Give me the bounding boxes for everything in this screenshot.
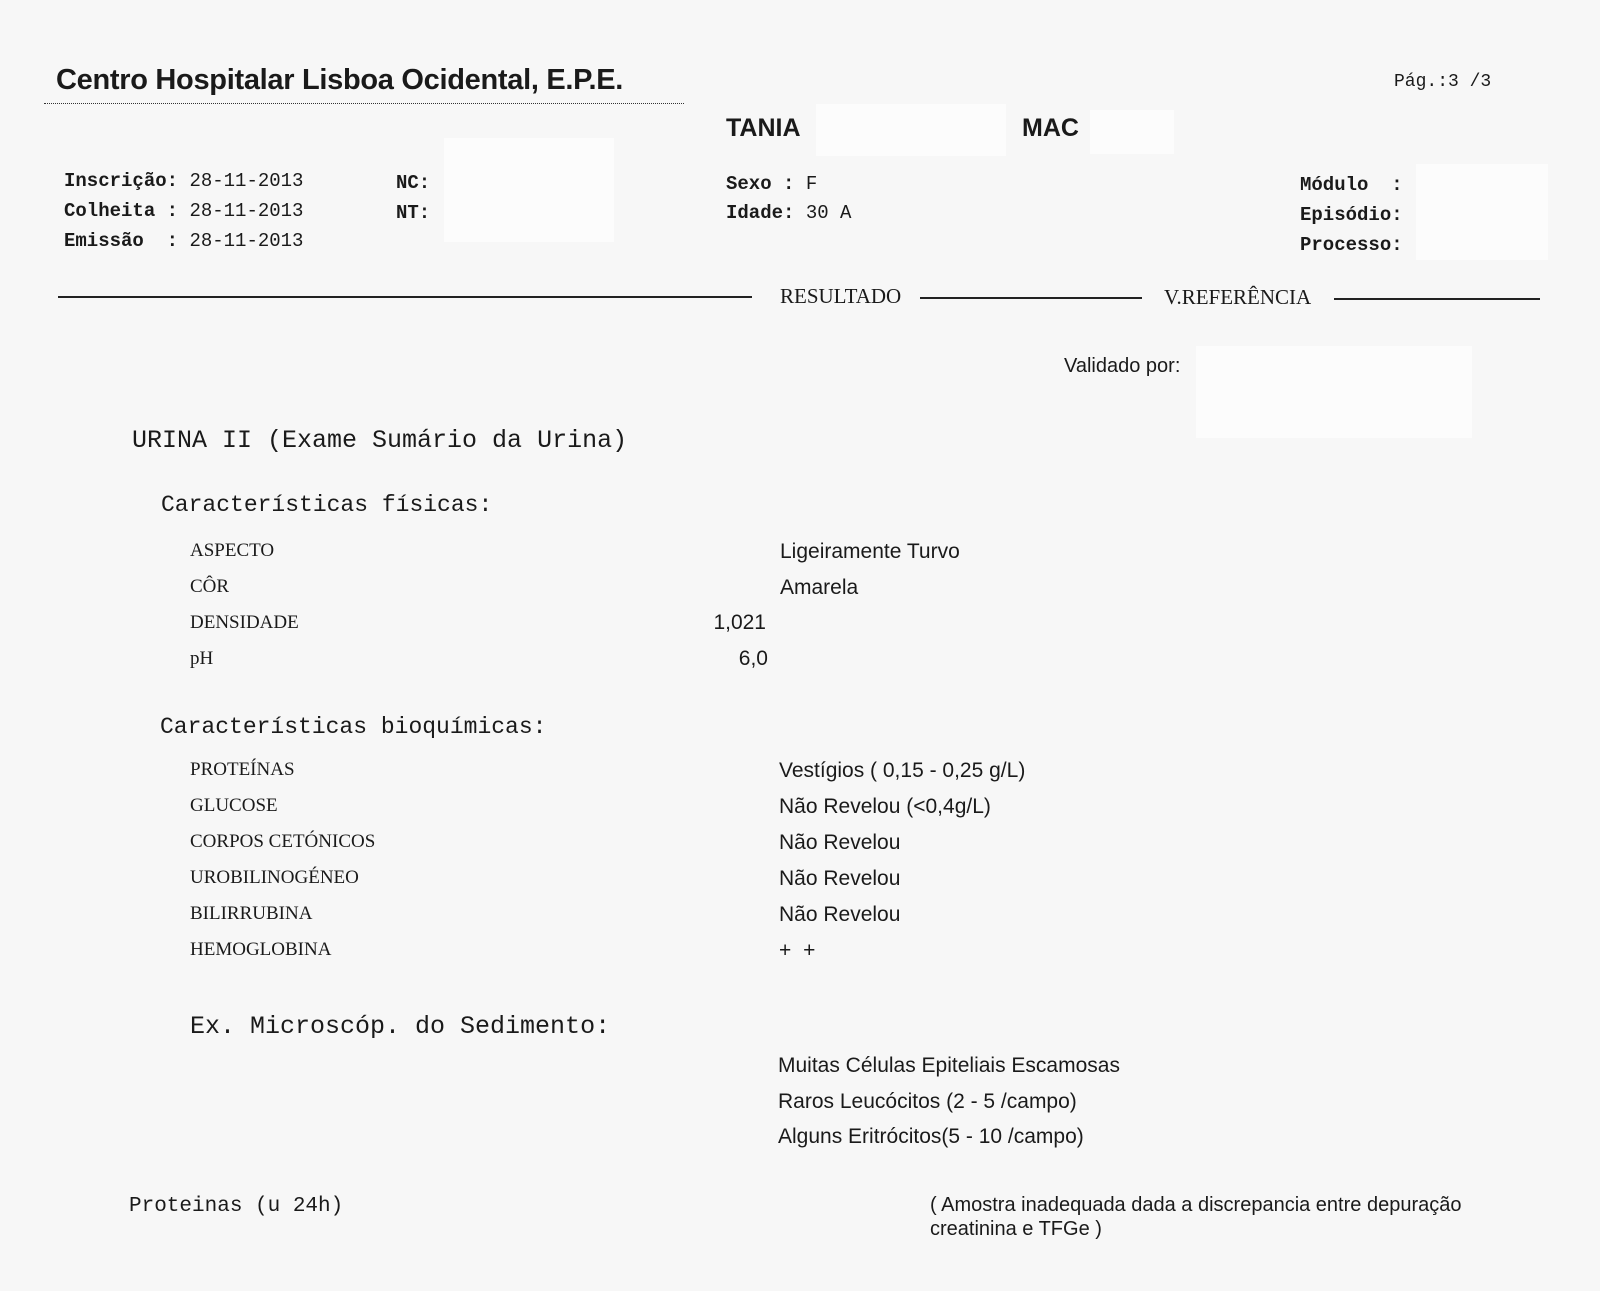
processo-label: Processo:	[1300, 234, 1403, 256]
episodio-label: Episódio:	[1300, 204, 1403, 226]
emissao-row	[64, 230, 303, 252]
proteins-24h-label: Proteinas (u 24h)	[129, 1195, 344, 1218]
inscricao-value: 28-11-2013	[189, 170, 304, 192]
inscricao-row	[64, 170, 303, 192]
test-label: CORPOS CETÓNICOS	[190, 831, 376, 852]
exam-title: URINA II (Exame Sumário da Urina)	[132, 426, 628, 455]
test-result: Não Revelou	[779, 867, 901, 890]
header-rule	[58, 296, 752, 298]
redacted-area	[444, 138, 614, 242]
biochemical-section-title: Características bioquímicas:	[160, 714, 547, 740]
test-label: BILIRRUBINA	[190, 903, 313, 924]
colheita-label: Colheita :	[64, 200, 179, 222]
redacted-area	[1090, 110, 1174, 154]
test-result: 1,021	[713, 611, 766, 634]
hospital-title: Centro Hospitalar Lisboa Ocidental, E.P.E.	[56, 64, 624, 96]
test-result: Ligeiramente Turvo	[780, 540, 960, 563]
sexo-value: F	[805, 173, 818, 195]
header-rule	[920, 297, 1142, 299]
nt-label: NT:	[396, 202, 431, 224]
redacted-area	[1196, 346, 1472, 438]
redacted-area	[816, 104, 1006, 156]
emissao-value: 28-11-2013	[189, 230, 304, 252]
test-label: CÔR	[190, 576, 230, 597]
redacted-area	[1416, 164, 1548, 260]
inscricao-label: Inscrição:	[64, 170, 179, 192]
emissao-label: Emissão :	[64, 230, 179, 252]
sexo-label: Sexo :	[726, 173, 795, 195]
sexo-row	[726, 173, 817, 195]
test-label: ASPECTO	[190, 540, 275, 561]
test-result: Amarela	[780, 576, 859, 599]
idade-row	[726, 202, 851, 224]
sediment-finding: Alguns Eritrócitos(5 - 10 /campo)	[778, 1125, 1084, 1148]
colheita-row	[64, 200, 303, 222]
patient-last-name: MAC	[1022, 114, 1079, 142]
nc-label: NC:	[396, 172, 431, 194]
sediment-section-title: Ex. Microscóp. do Sedimento:	[190, 1012, 611, 1041]
test-result: Não Revelou (<0,4g/L)	[779, 795, 991, 818]
test-label: UROBILINOGÉNEO	[190, 867, 359, 888]
modulo-label: Módulo :	[1300, 174, 1403, 196]
test-label: HEMOGLOBINA	[190, 939, 332, 960]
header-rule	[1334, 298, 1540, 300]
resultado-header: RESULTADO	[780, 284, 902, 308]
test-result: Não Revelou	[779, 903, 901, 926]
test-label: DENSIDADE	[190, 612, 299, 633]
test-result: Vestígios ( 0,15 - 0,25 g/L)	[779, 759, 1026, 782]
idade-value: 30 A	[805, 202, 852, 224]
colheita-value: 28-11-2013	[189, 200, 304, 222]
test-result: + +	[779, 939, 816, 962]
sediment-finding: Muitas Células Epiteliais Escamosas	[778, 1054, 1120, 1077]
sediment-finding: Raros Leucócitos (2 - 5 /campo)	[778, 1090, 1077, 1113]
test-label: PROTEÍNAS	[190, 759, 295, 780]
physical-section-title: Características físicas:	[161, 492, 493, 518]
idade-label: Idade:	[726, 202, 795, 224]
referencia-header: V.REFERÊNCIA	[1164, 285, 1312, 309]
test-result: Não Revelou	[779, 831, 901, 854]
test-label: pH	[190, 648, 214, 669]
proteins-24h-note: ( Amostra inadequada dada a discrepancia entre depuração creatinina e TFGe )	[930, 1194, 1462, 1240]
title-underline	[44, 103, 684, 104]
test-label: GLUCOSE	[190, 795, 278, 816]
validated-by-label: Validado por:	[1064, 355, 1181, 377]
patient-first-name: TANIA	[726, 114, 801, 142]
page-number: Pág.:3 /3	[1394, 72, 1492, 92]
test-result: 6,0	[738, 647, 768, 670]
